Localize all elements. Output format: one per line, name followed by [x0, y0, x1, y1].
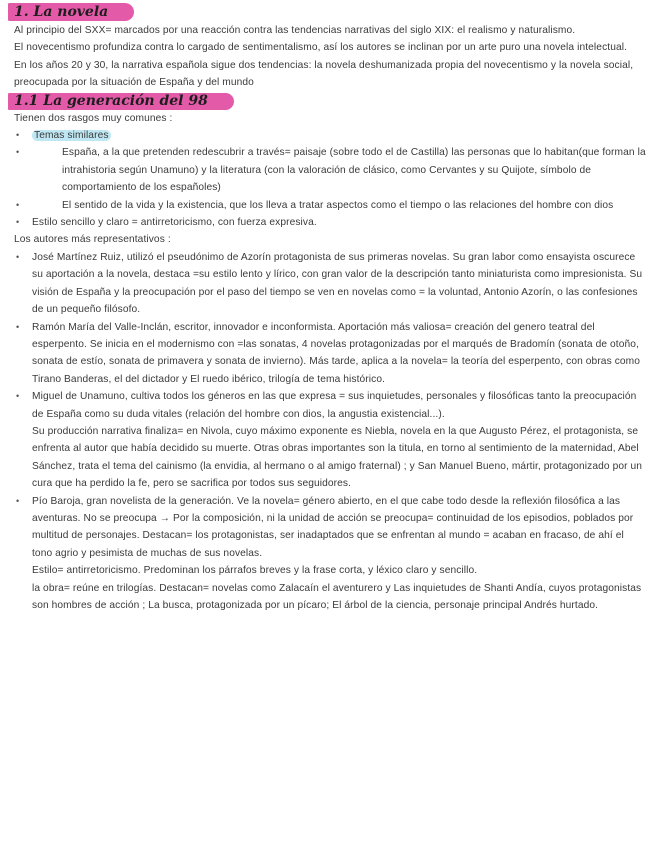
- author-valle-inclan: • Ramón María del Valle-Inclán, escritor, innovador e inconformista. Aportación más valiosa= creación del genero teatral del esperpento. Se inicia en el modernismo con =las sonatas, 4 novelas protagonizadas por el marqués de Bradomín (sonata de otoño, sonata de estío, sonata de primavera y sonata de invierno). Más tarde, aplica a la novela= la teoría del esperpento, con obras como Tirano Banderas, el del dictador y El ruedo ibérico, trilogía de tema histórico.: [14, 319, 646, 389]
- intro-paragraph: El novecentismo profundiza contra lo cargado de sentimentalismo, así los autores se inclinan por un arte puro una novela intelectual.: [14, 42, 628, 54]
- author-unamuno: • Miguel de Unamuno, cultiva todos los géneros en las que expresa = sus inquietudes, personales y filosóficas tanto la preocupación de España como su duda vitales (relación del hombre con dios, la angustia existencial...).: [14, 388, 646, 423]
- author-azorin: • José Martínez Ruiz, utilizó el pseudónimo de Azorín protagonista de sus primeras novelas. Su gran labor como ensayista oscurece su aportación a la novela, destaca =su estilo lento y lírico, con gran valor de la descripción tanto miniaturista como impresionista. Su visión de España y la preocupación por el paso del tiempo se ven en novelas como = la voluntad, Antonio Azorín, o las confesiones de un pequeño filósofo.: [14, 249, 646, 319]
- autores-intro: Los autores más representativos :: [14, 234, 171, 246]
- bullet-item: • Estilo sencillo y claro = antirretoricismo, con fuerza expresiva.: [14, 214, 646, 231]
- author-baroja: • Pío Baroja, gran novelista de la generación. Ve la novela= género abierto, en el que cabe todo desde la reflexión filosófica a las aventuras. No se preocupa → Por la composición, ni la unidad de acción se preocupa= continuidad de los episodios, poblados por multitud de personajes. Destacan= los protagonistas, ser inadaptados que se enfrentan al mundo = acaban en fracaso, de ahí el tono agrio y pesimista de muchas de sus novelas.: [14, 493, 646, 563]
- author-baroja-style: Estilo= antirretoricismo. Predominan los párrafos breves y la frase corta, y léxico claro y sencillo.: [32, 565, 478, 577]
- intro-paragraph: En los años 20 y 30, la narrativa española sigue dos tendencias: la novela deshumanizada propia del novecentismo y la novela social, preocupada por la situación de España y del mundo: [14, 59, 634, 89]
- bullet-item: [14, 127, 646, 144]
- temas-label: Temas similares: [34, 130, 109, 142]
- section-heading: 1. La novela: [8, 3, 134, 21]
- sub-bullet-item: • España, a la que pretenden redescubrir a través= paisaje (sobre todo el de Castilla) las personas que lo habitan(que forman la intrahistoria según Unamuno) y la literatura (con la valoración de clásico, como Cervantes y su Quijote, símbolo de comportamiento de los españoles): [14, 144, 646, 196]
- intro-paragraph: Al principio del SXX= marcados por una reacción contra las tendencias narrativas del siglo XIX: el realismo y naturalismo.: [14, 25, 576, 36]
- subsection-heading: 1.1 La generación del 98: [8, 93, 234, 110]
- rasgos-intro: Tienen dos rasgos muy comunes :: [14, 112, 173, 124]
- sub-bullet-item: • El sentido de la vida y la existencia, que los lleva a tratar aspectos como el tiempo o las relaciones del hombre con dios: [14, 197, 646, 214]
- author-unamuno-detail: Su producción narrativa finaliza= en Nivola, cuyo máximo exponente es Niebla, novela en la que Augusto Pérez, el protagonista, se enfrenta al autor que había decidido su muerte. Otras obras importantes son la titula, en torno al sentimiento de la maternidad, Abel Sánchez, trata el tema del cainismo (la envidia, al hermano o al amigo fraternal) ; y San Manuel Bueno, mártir, protagonizado por un cura que ha perdido la fe, pero se sacrifica por todos sus seguidores.: [32, 425, 643, 490]
- author-baroja-works: la obra= reúne en trilogías. Destacan= novelas como Zalacaín el aventurero y Las inquietudes de Shanti Andía, cuyos protagonistas son hombres de acción ; La busca, protagonizada por un pícaro; El árbol de la ciencia, personaje principal Andrés hurtado.: [32, 582, 642, 611]
